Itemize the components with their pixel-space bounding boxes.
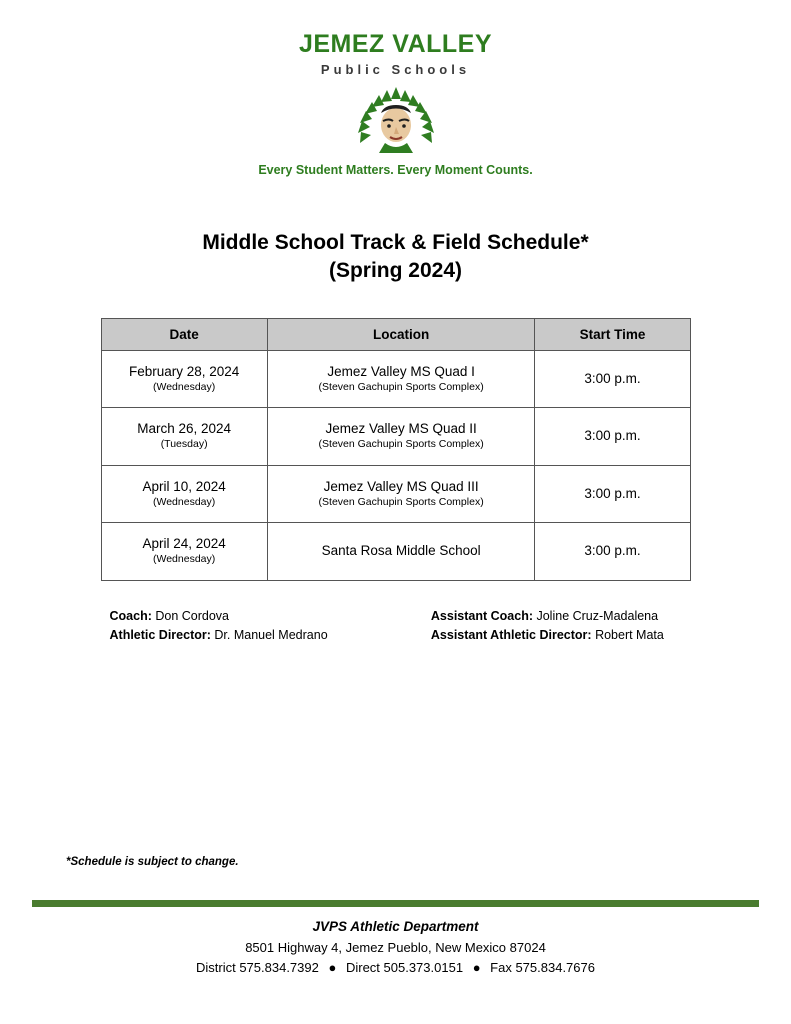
cell-date-weekday: (Tuesday): [160, 438, 208, 451]
table-row: [101, 465, 690, 523]
footer-contact-line: [0, 958, 791, 979]
footer-address: 8501 Highway 4, Jemez Pueblo, New Mexico 87024: [245, 939, 546, 955]
cell-date-weekday: (Wednesday): [153, 380, 216, 393]
coach-name: Don Cordova: [155, 608, 230, 623]
cell-date-weekday: (Wednesday): [153, 495, 216, 508]
assistant-coach-entry: [431, 607, 691, 626]
column-header-location: Location: [267, 318, 535, 350]
footer-divider: [32, 900, 759, 907]
cell-location-sub: (Steven Gachupin Sports Complex): [318, 380, 484, 393]
table-row: [101, 350, 690, 408]
cell-date: [101, 523, 267, 581]
page-title: Middle School Track & Field Schedule*: [202, 231, 589, 254]
assistant-athletic-director-label: Assistant Athletic Director:: [430, 628, 592, 643]
assistant-athletic-director-name: Robert Mata: [595, 628, 664, 643]
coach-label: Coach:: [109, 608, 152, 623]
school-brand-subtitle: Public Schools: [320, 62, 471, 77]
letterhead: [0, 0, 791, 177]
schedule-table-container: [101, 318, 691, 581]
cell-location-sub: (Steven Gachupin Sports Complex): [318, 438, 484, 451]
cell-location-sub: (Steven Gachupin Sports Complex): [318, 495, 484, 508]
assistant-athletic-director-entry: [431, 626, 691, 645]
cell-date-value: April 24, 2024: [142, 536, 226, 552]
page-subtitle: (Spring 2024): [328, 259, 463, 283]
footer-department: JVPS Athletic Department: [312, 919, 479, 934]
cell-start-time: [535, 408, 690, 466]
cell-date: [101, 408, 267, 466]
column-header-start-time: Start Time: [535, 318, 690, 350]
cell-location: [267, 350, 535, 408]
cell-location-value: Jemez Valley MS Quad II: [325, 421, 477, 437]
cell-start-time: [535, 350, 690, 408]
footer-phone-district: District 575.834.7392: [196, 960, 319, 976]
assistant-coach-label: Assistant Coach:: [430, 608, 533, 623]
cell-start-time: [535, 465, 690, 523]
cell-start-time-value: 3:00 p.m.: [584, 370, 641, 386]
cell-location-value: Santa Rosa Middle School: [321, 543, 481, 559]
cell-location-value: Jemez Valley MS Quad I: [327, 363, 475, 379]
cell-date: [101, 350, 267, 408]
cell-location: [267, 465, 535, 523]
staff-row-directors: [101, 626, 691, 645]
cell-date-weekday: (Wednesday): [153, 553, 216, 566]
cell-date-value: February 28, 2024: [128, 363, 240, 379]
footer: [0, 916, 791, 979]
cell-date: [101, 465, 267, 523]
assistant-coach-name: Joline Cruz-Madalena: [536, 608, 659, 623]
cell-location: [267, 408, 535, 466]
athletic-director-entry: [101, 626, 431, 645]
school-brand-name: JEMEZ VALLEY: [298, 30, 493, 58]
table-row: [101, 523, 690, 581]
table-row: [101, 408, 690, 466]
cell-start-time-value: 3:00 p.m.: [584, 543, 641, 559]
footer-separator-1: ●: [328, 960, 337, 976]
staff-row-coaches: [101, 607, 691, 626]
footer-fax: Fax 575.834.7676: [490, 960, 595, 976]
table-header-row: [101, 318, 690, 350]
cell-start-time-value: 3:00 p.m.: [584, 485, 641, 501]
footer-phone-direct: Direct 505.373.0151: [345, 960, 464, 976]
cell-start-time: [535, 523, 690, 581]
cell-date-value: April 10, 2024: [142, 478, 226, 494]
cell-location-value: Jemez Valley MS Quad III: [323, 478, 479, 494]
column-header-date: Date: [101, 318, 267, 350]
cell-location: [267, 523, 535, 581]
cell-date-value: March 26, 2024: [137, 421, 232, 437]
athletic-director-label: Athletic Director:: [109, 628, 211, 643]
staff-contacts: [101, 607, 691, 646]
school-tagline: Every Student Matters. Every Moment Counts.: [258, 163, 533, 177]
native-american-chief-head-icon: [341, 85, 451, 155]
schedule-footnote: *Schedule is subject to change.: [66, 856, 239, 868]
cell-start-time-value: 3:00 p.m.: [584, 428, 641, 444]
coach-entry: [101, 607, 431, 626]
footer-separator-2: ●: [472, 960, 481, 976]
athletic-director-name: Dr. Manuel Medrano: [214, 628, 328, 643]
schedule-table: [101, 318, 691, 581]
